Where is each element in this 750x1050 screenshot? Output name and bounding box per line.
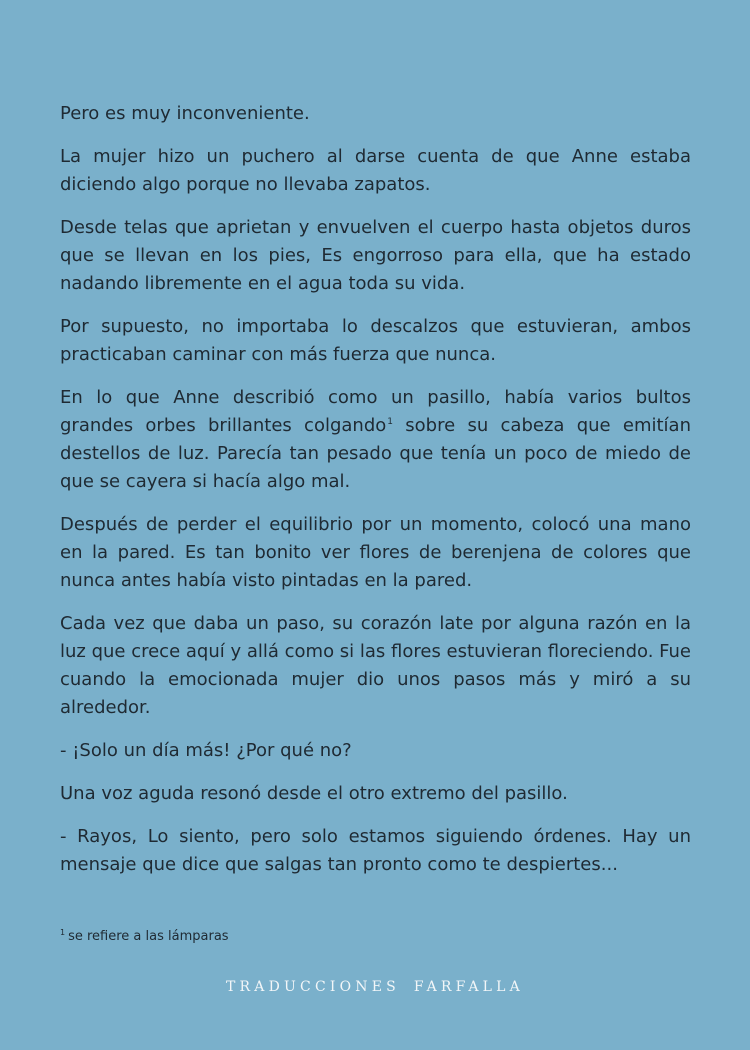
paragraph-7: Cada vez que daba un paso, su corazón late por alguna razón en la luz que crece aquí y allá como si las flores estuvieran floreciendo. Fue cuando la emocionada mujer dio unos pasos más y miró a su alrededor. (60, 613, 691, 718)
paragraph-4: Por supuesto, no importaba lo descalzos que estuvieran, ambos practicaban caminar con más fuerza que nunca. (60, 316, 691, 365)
paragraph-3: Desde telas que aprietan y envuelven el cuerpo hasta objetos duros que se llevan en los pies, Es engorroso para ella, que ha estado nadando libremente en el agua toda su vida. (60, 217, 691, 294)
document-page (60, 0, 691, 1050)
paragraph-1: Pero es muy inconveniente. (60, 103, 310, 124)
footnote-number: 1 (60, 928, 66, 937)
paragraph-6: Después de perder el equilibrio por un momento, colocó una mano en la pared. Es tan bonito ver flores de berenjena de colores que nunca antes había visto pintadas en la pared. (60, 514, 691, 591)
paragraph-9: Una voz aguda resonó desde el otro extremo del pasillo. (60, 783, 568, 804)
paragraph-5-before: En lo que Anne describió como un pasillo, había varios bultos grandes orbes brillantes colgando (60, 387, 691, 436)
paragraph-8: - ¡Solo un día más! ¿Por qué no? (60, 740, 352, 761)
footnote-reference: 1 (387, 417, 393, 427)
body-text (60, 100, 691, 894)
footer-word-1: TRADUCCIONES (226, 979, 400, 995)
footnote-text: se refiere a las lámparas (68, 929, 229, 944)
page-footer (0, 979, 750, 995)
footnote (60, 928, 229, 946)
paragraph-2: La mujer hizo un puchero al darse cuenta de que Anne estaba diciendo algo porque no llevaba zapatos. (60, 146, 691, 195)
paragraph-5 (60, 384, 691, 496)
footer-word-2: FARFALLA (413, 979, 524, 995)
paragraph-10: - Rayos, Lo siento, pero solo estamos siguiendo órdenes. Hay un mensaje que dice que salgas tan pronto como te despiertes... (60, 826, 691, 875)
paragraph-5-after: sobre su cabeza que emitían destellos de luz. Parecía tan pesado que tenía un poco de miedo de que se cayera si hacía algo mal. (60, 415, 691, 492)
